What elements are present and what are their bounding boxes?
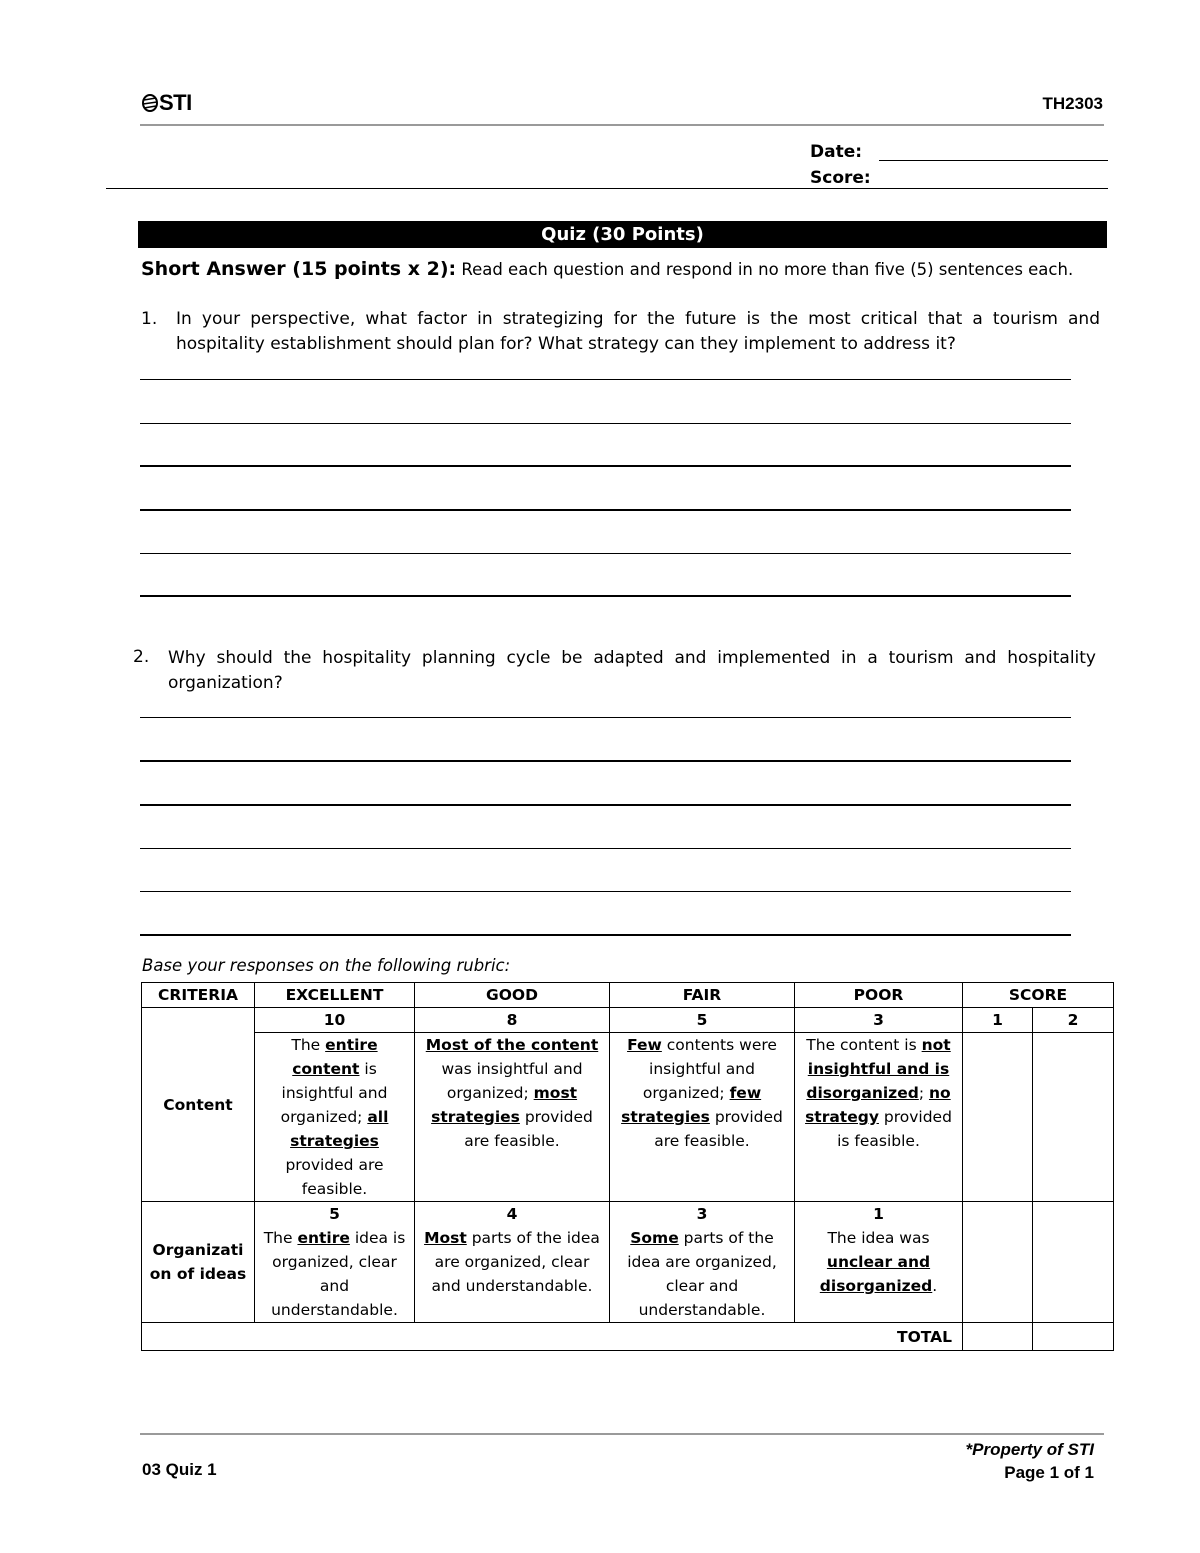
answer-line[interactable] — [140, 423, 1071, 424]
answer-line[interactable] — [140, 804, 1071, 806]
question-number: 1. — [141, 309, 158, 329]
total-label: TOTAL — [142, 1323, 963, 1351]
logo-text: STI — [159, 90, 192, 115]
header-divider — [140, 124, 1104, 126]
header-criteria: CRITERIA — [142, 983, 255, 1008]
content-poor-desc: The content is not insightful and is disorganized; no strategy provided is feasible. — [795, 1033, 963, 1202]
org-poor-desc: 1 The idea was unclear and disorganized. — [795, 1202, 963, 1323]
criteria-organization: Organizati on of ideas — [142, 1202, 255, 1323]
score-column-1: 1 — [963, 1008, 1033, 1033]
footer-property: *Property of STI — [965, 1440, 1094, 1459]
date-label: Date: — [810, 142, 863, 162]
header-score: SCORE — [963, 983, 1114, 1008]
answer-line[interactable] — [140, 595, 1071, 597]
content-good-desc: Most of the content was insightful and organized; most strategies provided are feasible. — [415, 1033, 610, 1202]
course-code: TH2303 — [1042, 94, 1103, 113]
answer-line[interactable] — [140, 379, 1071, 380]
score-label: Score: — [810, 168, 871, 188]
header-fair: FAIR — [610, 983, 795, 1008]
total-score-cell[interactable] — [963, 1323, 1033, 1351]
score-cell[interactable] — [1033, 1202, 1114, 1323]
header-good: GOOD — [415, 983, 610, 1008]
table-row — [142, 1008, 1114, 1033]
org-excellent-desc: 5 The entire idea is organized, clear and understandable. — [255, 1202, 415, 1323]
question-text: In your perspective, what factor in strategizing for the future is the most critical that a tourism and hospitality establishment should plan for? What strategy can they implement to address it? — [176, 309, 1100, 354]
table-header-row — [142, 983, 1114, 1008]
criteria-content: Content — [142, 1008, 255, 1202]
globe-icon — [142, 94, 158, 112]
header-poor: POOR — [795, 983, 963, 1008]
answer-line[interactable] — [140, 891, 1071, 892]
quiz-banner: Quiz (30 Points) — [138, 221, 1107, 248]
question-text: Why should the hospitality planning cycle be adapted and implemented in a tourism and hospitality organization? — [168, 648, 1096, 693]
footer-page-number: Page 1 of 1 — [1004, 1463, 1094, 1482]
score-cell[interactable] — [963, 1033, 1033, 1202]
answer-line[interactable] — [140, 934, 1071, 936]
answer-line[interactable] — [140, 509, 1071, 511]
total-row — [142, 1323, 1114, 1351]
total-score-cell[interactable] — [1033, 1323, 1114, 1351]
answer-line[interactable] — [140, 553, 1071, 554]
section-title: Short Answer (15 points x 2): — [141, 258, 457, 280]
footer-divider — [140, 1433, 1104, 1435]
points-good: 8 — [415, 1008, 610, 1033]
instruction-text: Read each question and respond in no more than five (5) sentences each. — [456, 260, 1074, 279]
answer-line[interactable] — [140, 465, 1071, 467]
footer-quiz-label: 03 Quiz 1 — [142, 1460, 217, 1479]
date-field[interactable] — [879, 160, 1108, 161]
table-row — [142, 1033, 1114, 1202]
sti-logo — [142, 90, 192, 116]
table-row — [142, 1202, 1114, 1323]
org-fair-desc: 3 Some parts of the idea are organized, clear and understandable. — [610, 1202, 795, 1323]
org-good-desc: 4 Most parts of the idea are organized, clear and understandable. — [415, 1202, 610, 1323]
points-excellent: 10 — [255, 1008, 415, 1033]
score-divider — [106, 188, 1108, 189]
instructions — [141, 258, 1073, 280]
answer-line[interactable] — [140, 717, 1071, 718]
header-excellent: EXCELLENT — [255, 983, 415, 1008]
score-cell[interactable] — [963, 1202, 1033, 1323]
points-poor: 3 — [795, 1008, 963, 1033]
rubric-caption: Base your responses on the following rubric: — [142, 956, 511, 975]
answer-line[interactable] — [140, 848, 1071, 849]
content-excellent-desc: The entire content is insightful and organized; all strategies provided are feasible. — [255, 1033, 415, 1202]
points-fair: 5 — [610, 1008, 795, 1033]
question-number: 2. — [133, 647, 150, 667]
score-cell[interactable] — [1033, 1033, 1114, 1202]
score-column-2: 2 — [1033, 1008, 1114, 1033]
rubric-table — [141, 982, 1114, 1351]
answer-line[interactable] — [140, 760, 1071, 762]
content-fair-desc: Few contents were insightful and organized; few strategies provided are feasible. — [610, 1033, 795, 1202]
